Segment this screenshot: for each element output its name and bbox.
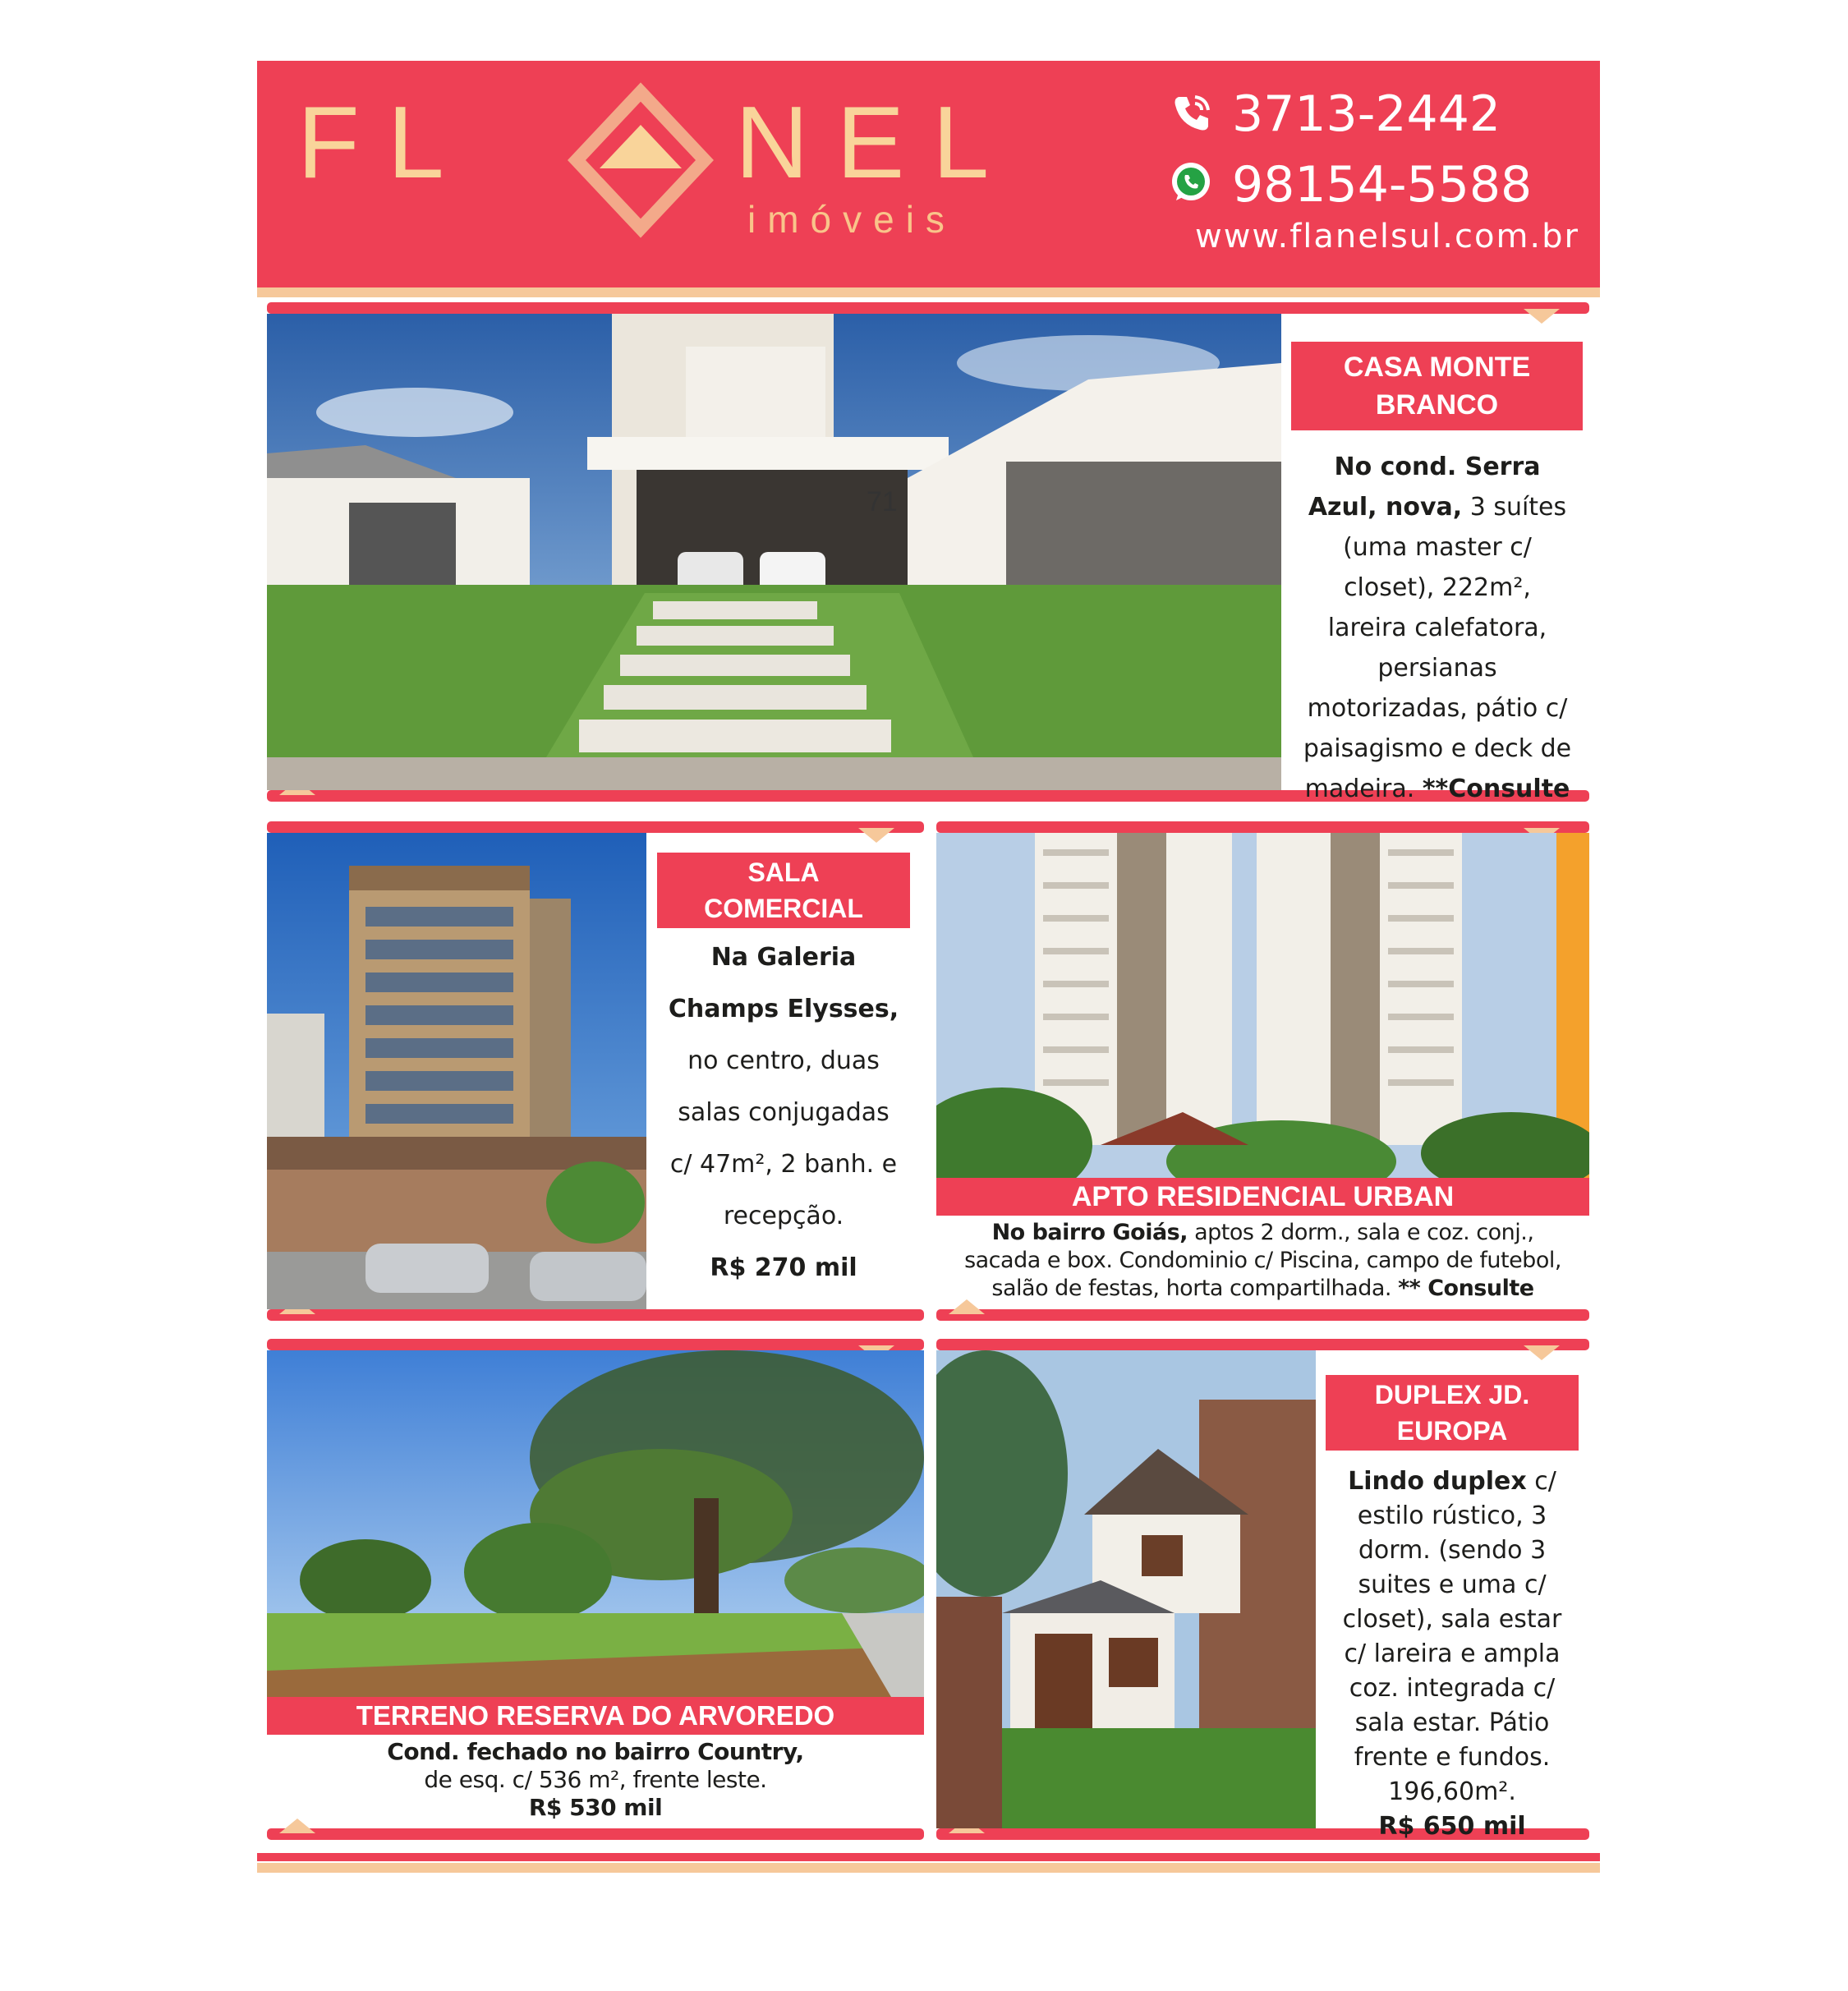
desc-highlight: Cond. fechado no bairro Country, — [387, 1738, 804, 1765]
card-top-bar — [936, 821, 1589, 833]
desc-text: no centro, duas salas conjugadas c/ 47m², 2 banh. e recepção. — [669, 1046, 898, 1230]
header-stripe — [257, 287, 1600, 297]
photo-sala-comercial — [267, 833, 646, 1309]
footer-stripe — [257, 1853, 1600, 1861]
desc-highlight: No bairro Goiás, — [991, 1220, 1188, 1245]
whatsapp-number[interactable]: 98154-5588 — [1232, 156, 1533, 214]
logo-subtitle: imóveis — [747, 198, 956, 241]
desc-duplex-europa — [1329, 1465, 1575, 1844]
card-bottom-bar — [936, 1309, 1589, 1321]
desc-text: c/ estilo rústico, 3 dorm. (sendo 3 suites e uma c/ closet), sala estar c/ lareira e ampla coz. integrada c/ sala estar. Pátio frente e fundos. 196,60m². — [1342, 1467, 1562, 1806]
photo-terreno-arvoredo — [267, 1350, 924, 1697]
desc-consult: ** Consulte — [1398, 1276, 1534, 1301]
card-top-bar — [267, 821, 924, 833]
price: R$ 270 mil — [710, 1253, 857, 1282]
desc-terreno-arvoredo — [283, 1738, 908, 1822]
logo-text-right: NEL — [735, 86, 1018, 200]
card-bottom-bar — [267, 1828, 924, 1840]
title-line: COMERCIAL — [704, 894, 863, 923]
title-terreno-arvoredo: TERRENO RESERVA DO ARVOREDO — [267, 1697, 924, 1735]
desc-apto-urban — [953, 1219, 1573, 1303]
title-line: CASA MONTE — [1343, 352, 1531, 383]
photo-apto-urban — [936, 833, 1589, 1178]
corner-triangle — [858, 828, 894, 843]
desc-casa-monte-branco — [1302, 447, 1573, 809]
logo-diamond-icon — [567, 82, 715, 259]
desc-consult: **Consulte — [1422, 775, 1570, 803]
desc-text: aptos 2 dorm., sala e coz. conj., sacada e box. Condominio c/ Piscina, campo de futebol, salão de festas, horta compartilhada. — [964, 1220, 1561, 1301]
corner-triangle — [1524, 1345, 1560, 1360]
title-sala-comercial — [657, 853, 910, 928]
price: R$ 530 mil — [528, 1794, 663, 1821]
desc-text: de esq. c/ 536 m², frente leste. — [424, 1766, 767, 1793]
card-top-bar — [267, 1339, 924, 1350]
corner-triangle — [1524, 309, 1560, 324]
photo-duplex-europa — [936, 1350, 1316, 1828]
desc-highlight: Lindo duplex — [1348, 1467, 1527, 1496]
photo-casa-monte-branco — [267, 314, 1281, 790]
whatsapp-icon — [1168, 159, 1214, 205]
title-line: BRANCO — [1375, 389, 1499, 421]
card-top-bar — [936, 1339, 1589, 1350]
title-apto-urban: APTO RESIDENCIAL URBAN — [936, 1178, 1589, 1216]
title-casa-monte-branco — [1291, 342, 1583, 430]
price: R$ 650 mil — [1378, 1812, 1526, 1841]
title-line: DUPLEX JD. — [1374, 1380, 1530, 1409]
desc-highlight: Na Galeria Champs Elysses, — [668, 943, 899, 1023]
desc-text: 3 suítes (uma master c/ closet), 222m², lareira calefatora, persianas motorizadas, pátio c/ paisagismo e deck de madeira. — [1303, 493, 1572, 803]
title-duplex-europa — [1326, 1375, 1579, 1451]
desc-sala-comercial — [664, 931, 903, 1294]
desc-highlight: No cond. Serra Azul, nova, — [1308, 453, 1541, 522]
card-top-bar — [267, 302, 1589, 314]
title-line: SALA — [747, 858, 820, 887]
phone-icon — [1170, 92, 1213, 135]
phone-number[interactable]: 3713-2442 — [1232, 85, 1501, 143]
house-number: 71 — [867, 486, 898, 517]
footer-stripe — [257, 1863, 1600, 1873]
card-bottom-bar — [267, 1309, 924, 1321]
logo-text-left: FL — [297, 86, 472, 200]
title-line: EUROPA — [1396, 1416, 1508, 1446]
website-link[interactable]: www.flanelsul.com.br — [1195, 218, 1579, 255]
